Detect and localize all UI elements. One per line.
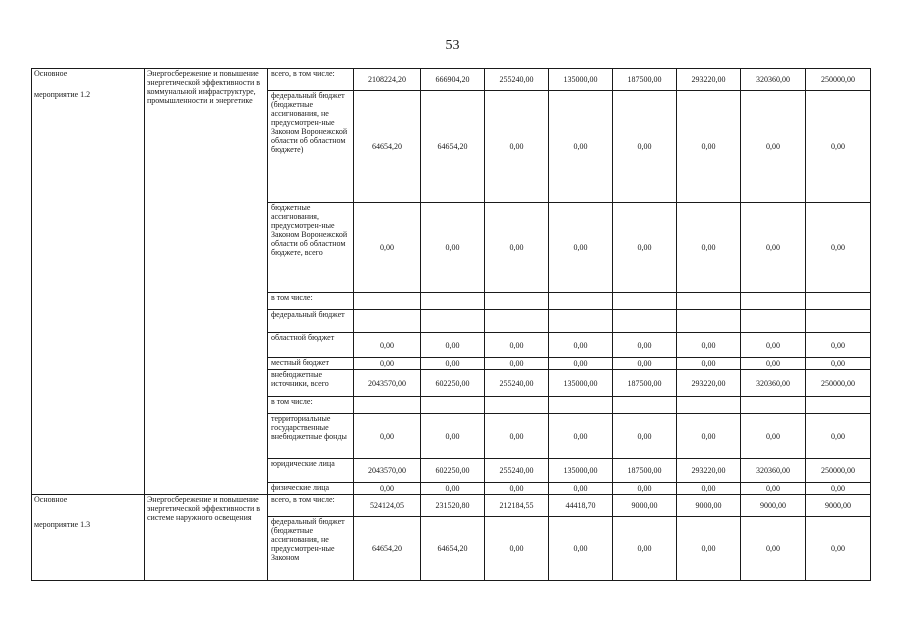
amount-cell: 0,00: [613, 414, 677, 459]
amount-cell: 2043570,00: [354, 370, 421, 397]
activity-description: Энергосбережение и повышение энергетической эффективности в коммунальной инфраструктуре, промышленности и энергетике: [145, 69, 268, 495]
amount-cell: 0,00: [485, 414, 549, 459]
amount-cell: 0,00: [421, 358, 485, 370]
amount-cell: 320360,00: [741, 459, 806, 483]
amount-cell: [613, 310, 677, 333]
amount-cell: 250000,00: [806, 459, 871, 483]
amount-cell: 0,00: [354, 203, 421, 293]
amount-cell: 231520,80: [421, 495, 485, 517]
amount-cell: 0,00: [806, 517, 871, 581]
amount-cell: 0,00: [613, 358, 677, 370]
amount-cell: 212184,55: [485, 495, 549, 517]
amount-cell: 2108224,20: [354, 69, 421, 91]
amount-cell: 255240,00: [485, 69, 549, 91]
amount-cell: 187500,00: [613, 69, 677, 91]
amount-cell: 250000,00: [806, 370, 871, 397]
funding-source-label: всего, в том числе:: [268, 69, 354, 91]
amount-cell: [549, 310, 613, 333]
amount-cell: 0,00: [613, 203, 677, 293]
amount-cell: 0,00: [354, 358, 421, 370]
amount-cell: 0,00: [613, 333, 677, 358]
amount-cell: [421, 310, 485, 333]
amount-cell: 320360,00: [741, 69, 806, 91]
amount-cell: [549, 397, 613, 414]
amount-cell: 0,00: [485, 517, 549, 581]
amount-cell: [549, 293, 613, 310]
amount-cell: 293220,00: [677, 69, 741, 91]
amount-cell: 602250,00: [421, 459, 485, 483]
amount-cell: 0,00: [741, 517, 806, 581]
amount-cell: 0,00: [806, 414, 871, 459]
amount-cell: 44418,70: [549, 495, 613, 517]
amount-cell: 135000,00: [549, 69, 613, 91]
activity-cell: [32, 69, 145, 495]
amount-cell: [741, 293, 806, 310]
amount-cell: [354, 397, 421, 414]
amount-cell: 0,00: [741, 333, 806, 358]
amount-cell: 187500,00: [613, 459, 677, 483]
funding-source-label: физические лица: [268, 483, 354, 495]
amount-cell: 0,00: [677, 333, 741, 358]
amount-cell: [677, 397, 741, 414]
amount-cell: 9000,00: [806, 495, 871, 517]
amount-cell: [485, 293, 549, 310]
budget-table-body: [32, 69, 871, 581]
amount-cell: 320360,00: [741, 370, 806, 397]
amount-cell: 0,00: [741, 91, 806, 203]
amount-cell: 0,00: [485, 483, 549, 495]
amount-cell: 0,00: [741, 483, 806, 495]
amount-cell: 0,00: [549, 358, 613, 370]
amount-cell: 0,00: [354, 333, 421, 358]
amount-cell: 0,00: [354, 483, 421, 495]
amount-cell: 0,00: [677, 203, 741, 293]
amount-cell: 0,00: [677, 358, 741, 370]
funding-source-label: территориальные государственные внебюджетные фонды: [268, 414, 354, 459]
funding-source-label: федеральный бюджет: [268, 310, 354, 333]
amount-cell: [613, 293, 677, 310]
amount-cell: 135000,00: [549, 459, 613, 483]
amount-cell: 0,00: [549, 91, 613, 203]
amount-cell: 0,00: [421, 414, 485, 459]
amount-cell: [421, 293, 485, 310]
amount-cell: 0,00: [485, 203, 549, 293]
amount-cell: 64654,20: [421, 91, 485, 203]
amount-cell: 0,00: [677, 517, 741, 581]
amount-cell: 255240,00: [485, 370, 549, 397]
activity-name: мероприятие 1.3: [34, 520, 91, 529]
amount-cell: 293220,00: [677, 370, 741, 397]
amount-cell: 0,00: [421, 483, 485, 495]
amount-cell: 0,00: [613, 517, 677, 581]
amount-cell: 64654,20: [354, 91, 421, 203]
amount-cell: 0,00: [549, 414, 613, 459]
budget-table: [31, 68, 871, 581]
amount-cell: 0,00: [549, 333, 613, 358]
amount-cell: 0,00: [354, 414, 421, 459]
amount-cell: 524124,05: [354, 495, 421, 517]
funding-source-label: юридические лица: [268, 459, 354, 483]
amount-cell: [741, 397, 806, 414]
amount-cell: 0,00: [485, 333, 549, 358]
amount-cell: 2043570,00: [354, 459, 421, 483]
funding-source-label: областной бюджет: [268, 333, 354, 358]
amount-cell: 0,00: [677, 483, 741, 495]
amount-cell: 255240,00: [485, 459, 549, 483]
amount-cell: 0,00: [806, 333, 871, 358]
amount-cell: 293220,00: [677, 459, 741, 483]
amount-cell: 0,00: [806, 203, 871, 293]
amount-cell: 9000,00: [613, 495, 677, 517]
amount-cell: 0,00: [677, 414, 741, 459]
amount-cell: 135000,00: [549, 370, 613, 397]
amount-cell: 0,00: [421, 203, 485, 293]
amount-cell: 0,00: [549, 203, 613, 293]
amount-cell: 0,00: [741, 358, 806, 370]
amount-cell: 0,00: [549, 517, 613, 581]
amount-cell: 0,00: [421, 333, 485, 358]
amount-cell: 64654,20: [421, 517, 485, 581]
amount-cell: [677, 310, 741, 333]
amount-cell: 0,00: [806, 483, 871, 495]
funding-source-label: внебюджетные источники, всего: [268, 370, 354, 397]
amount-cell: 0,00: [613, 91, 677, 203]
funding-source-label: в том числе:: [268, 397, 354, 414]
amount-cell: 0,00: [613, 483, 677, 495]
amount-cell: [354, 310, 421, 333]
amount-cell: 0,00: [677, 91, 741, 203]
amount-cell: 602250,00: [421, 370, 485, 397]
amount-cell: 64654,20: [354, 517, 421, 581]
activity-name: мероприятие 1.2: [34, 90, 91, 99]
amount-cell: 0,00: [741, 203, 806, 293]
table-row: [32, 69, 871, 91]
funding-source-label: всего, в том числе:: [268, 495, 354, 517]
amount-cell: 0,00: [741, 414, 806, 459]
page-number: 53: [445, 38, 460, 53]
amount-cell: [485, 397, 549, 414]
activity-name: Основное: [34, 495, 68, 504]
amount-cell: [354, 293, 421, 310]
amount-cell: 9000,00: [677, 495, 741, 517]
amount-cell: [613, 397, 677, 414]
activity-cell: [32, 495, 145, 581]
funding-source-label: местный бюджет: [268, 358, 354, 370]
funding-source-label: в том числе:: [268, 293, 354, 310]
amount-cell: [806, 310, 871, 333]
amount-cell: 187500,00: [613, 370, 677, 397]
amount-cell: 666904,20: [421, 69, 485, 91]
amount-cell: 0,00: [485, 358, 549, 370]
amount-cell: [485, 310, 549, 333]
funding-source-label: федеральный бюджет (бюджетные ассигнования, не предусмотрен-ные Законом Воронежской области об областном бюджете): [268, 91, 354, 203]
amount-cell: 250000,00: [806, 69, 871, 91]
amount-cell: [677, 293, 741, 310]
amount-cell: 0,00: [549, 483, 613, 495]
amount-cell: [741, 310, 806, 333]
funding-source-label: бюджетные ассигнования, предусмотрен-ные Законом Воронежской области об областном бюджете, всего: [268, 203, 354, 293]
amount-cell: 0,00: [806, 91, 871, 203]
amount-cell: 9000,00: [741, 495, 806, 517]
amount-cell: 0,00: [485, 91, 549, 203]
amount-cell: [421, 397, 485, 414]
amount-cell: 0,00: [806, 358, 871, 370]
amount-cell: [806, 397, 871, 414]
activity-name: Основное: [34, 69, 68, 78]
activity-description: Энергосбережение и повышение энергетической эффективности в системе наружного освещения: [145, 495, 268, 581]
amount-cell: [806, 293, 871, 310]
funding-source-label: федеральный бюджет (бюджетные ассигнования, не предусмотрен-ные Законом: [268, 517, 354, 581]
table-row: [32, 495, 871, 517]
